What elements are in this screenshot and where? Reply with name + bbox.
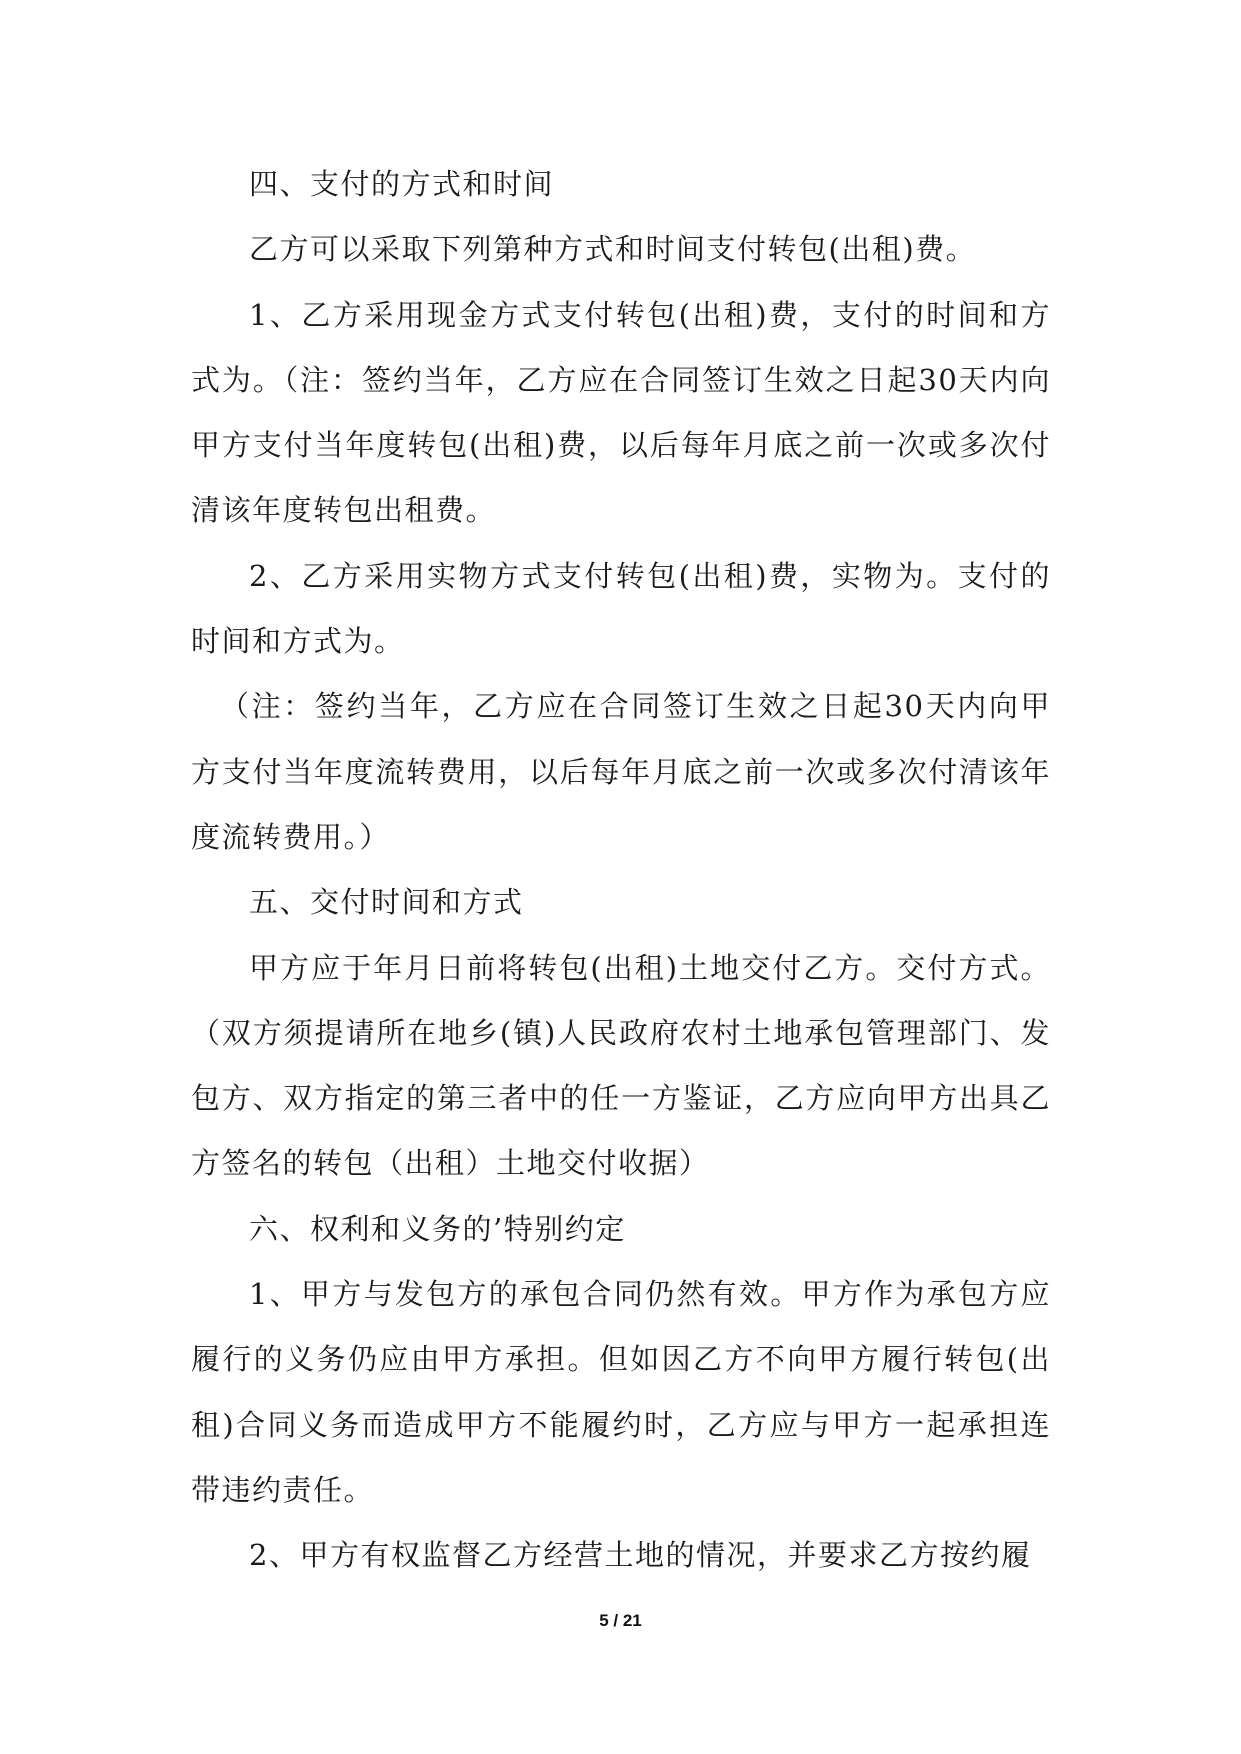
section-heading-payment: 四、支付的方式和时间 bbox=[249, 167, 555, 201]
paragraph-payment-note: （注：签约当年，乙方应在合同签订生效之日起30天内向甲方支付当年度流转费用，以后每年月底之前一次或多次付清该年度流转费用。） bbox=[191, 689, 1051, 854]
paragraph-cash-payment: 1、乙方采用现金方式支付转包(出租)费，支付的时间和方式为。（注：签约当年，乙方应在合同签订生效之日起30天内向甲方支付当年度转包(出租)费，以后每年月底之前一次或多次付清该年度转包出租费。 bbox=[191, 297, 1051, 528]
section-heading-rights: 六、权利和义务的’特别约定 bbox=[249, 1211, 626, 1246]
section-heading-delivery: 五、交付时间和方式 bbox=[249, 885, 524, 920]
paragraph-delivery: 甲方应于年月日前将转包(出租)土地交付乙方。交付方式。（双方须提请所在地乡(镇)人民政府农村土地承包管理部门、发包方、双方指定的第三者中的任一方鉴证，乙方应向甲方出具乙方签名的转包（出租）土地交付收据） bbox=[191, 950, 1051, 1181]
document-body bbox=[191, 152, 1051, 1589]
paragraph-rights-2: 2、甲方有权监督乙方经营土地的情况，并要求乙方按约履 bbox=[249, 1538, 1032, 1573]
page-number: 5 / 21 bbox=[599, 1611, 642, 1630]
paragraph-in-kind-payment: 2、乙方采用实物方式支付转包(出租)费，实物为。支付的时间和方式为。 bbox=[191, 558, 1051, 659]
paragraph-payment-intro: 乙方可以采取下列第种方式和时间支付转包(出租)费。 bbox=[249, 232, 977, 267]
paragraph-rights-1: 1、甲方与发包方的承包合同仍然有效。甲方作为承包方应履行的义务仍应由甲方承担。但如因乙方不向甲方履行转包(出租)合同义务而造成甲方不能履约时，乙方应与甲方一起承担连带违约责任。 bbox=[191, 1277, 1051, 1507]
